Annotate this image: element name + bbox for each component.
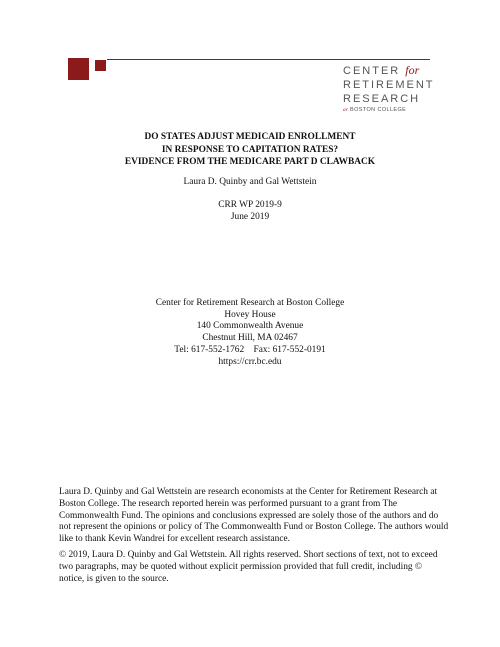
paper-title	[60, 131, 440, 169]
address-phone-fax: Tel: 617-552-1762 Fax: 617-552-0191	[174, 344, 326, 355]
title-line: DO STATES ADJUST MEDICAID ENROLLMENT	[144, 132, 356, 142]
logo-line-retirement: RETIREMENT	[343, 79, 435, 91]
disclaimer-paragraph: Laura D. Quinby and Gal Wettstein are research economists at the Center for Retirement Research at Boston College. The research reported herein was performed pursuant to a grant from The Commonwealth Fund. The opinions and conclusions expressed are solely those of the authors and do not represent the opinions or policy of The Commonwealth Fund or Boston College. The authors would like to thank Kevin Wandrei for excellent research assistance.	[59, 487, 449, 545]
logo-square-small	[95, 60, 106, 71]
address-org: Center for Retirement Research at Boston College	[155, 298, 345, 308]
logo-square-large	[68, 58, 89, 80]
address-block	[60, 298, 440, 368]
paper-info	[60, 200, 440, 223]
logo-line-boston-college: at BOSTON COLLEGE	[343, 107, 407, 113]
title-line: IN RESPONSE TO CAPITATION RATES?	[161, 144, 339, 155]
logo-wordmark	[343, 63, 433, 114]
title-line: EVIDENCE FROM THE MEDICARE PART D CLAWBACK	[124, 157, 376, 167]
paper-number: CRR WP 2019-9	[218, 200, 282, 210]
logo-rule	[107, 59, 430, 60]
address-building: Hovey House	[224, 309, 276, 320]
address-street: 140 Commonwealth Avenue	[196, 321, 304, 332]
logo-line-center: CENTER for	[343, 63, 420, 77]
address-city: Chestnut Hill, MA 02467	[202, 333, 298, 344]
paper-date: June 2019	[230, 211, 270, 222]
authors: Laura D. Quinby and Gal Wettstein	[183, 177, 317, 187]
logo-line-research: RESEARCH	[343, 93, 421, 105]
copyright-paragraph: © 2019, Laura D. Quinby and Gal Wettstein. All rights reserved. Short sections of text, not to exceed two paragraphs, may be quoted without explicit permission provided that full credit, including © notice, is given to the source.	[59, 550, 438, 584]
address-url[interactable]: https://crr.bc.edu	[218, 356, 282, 367]
